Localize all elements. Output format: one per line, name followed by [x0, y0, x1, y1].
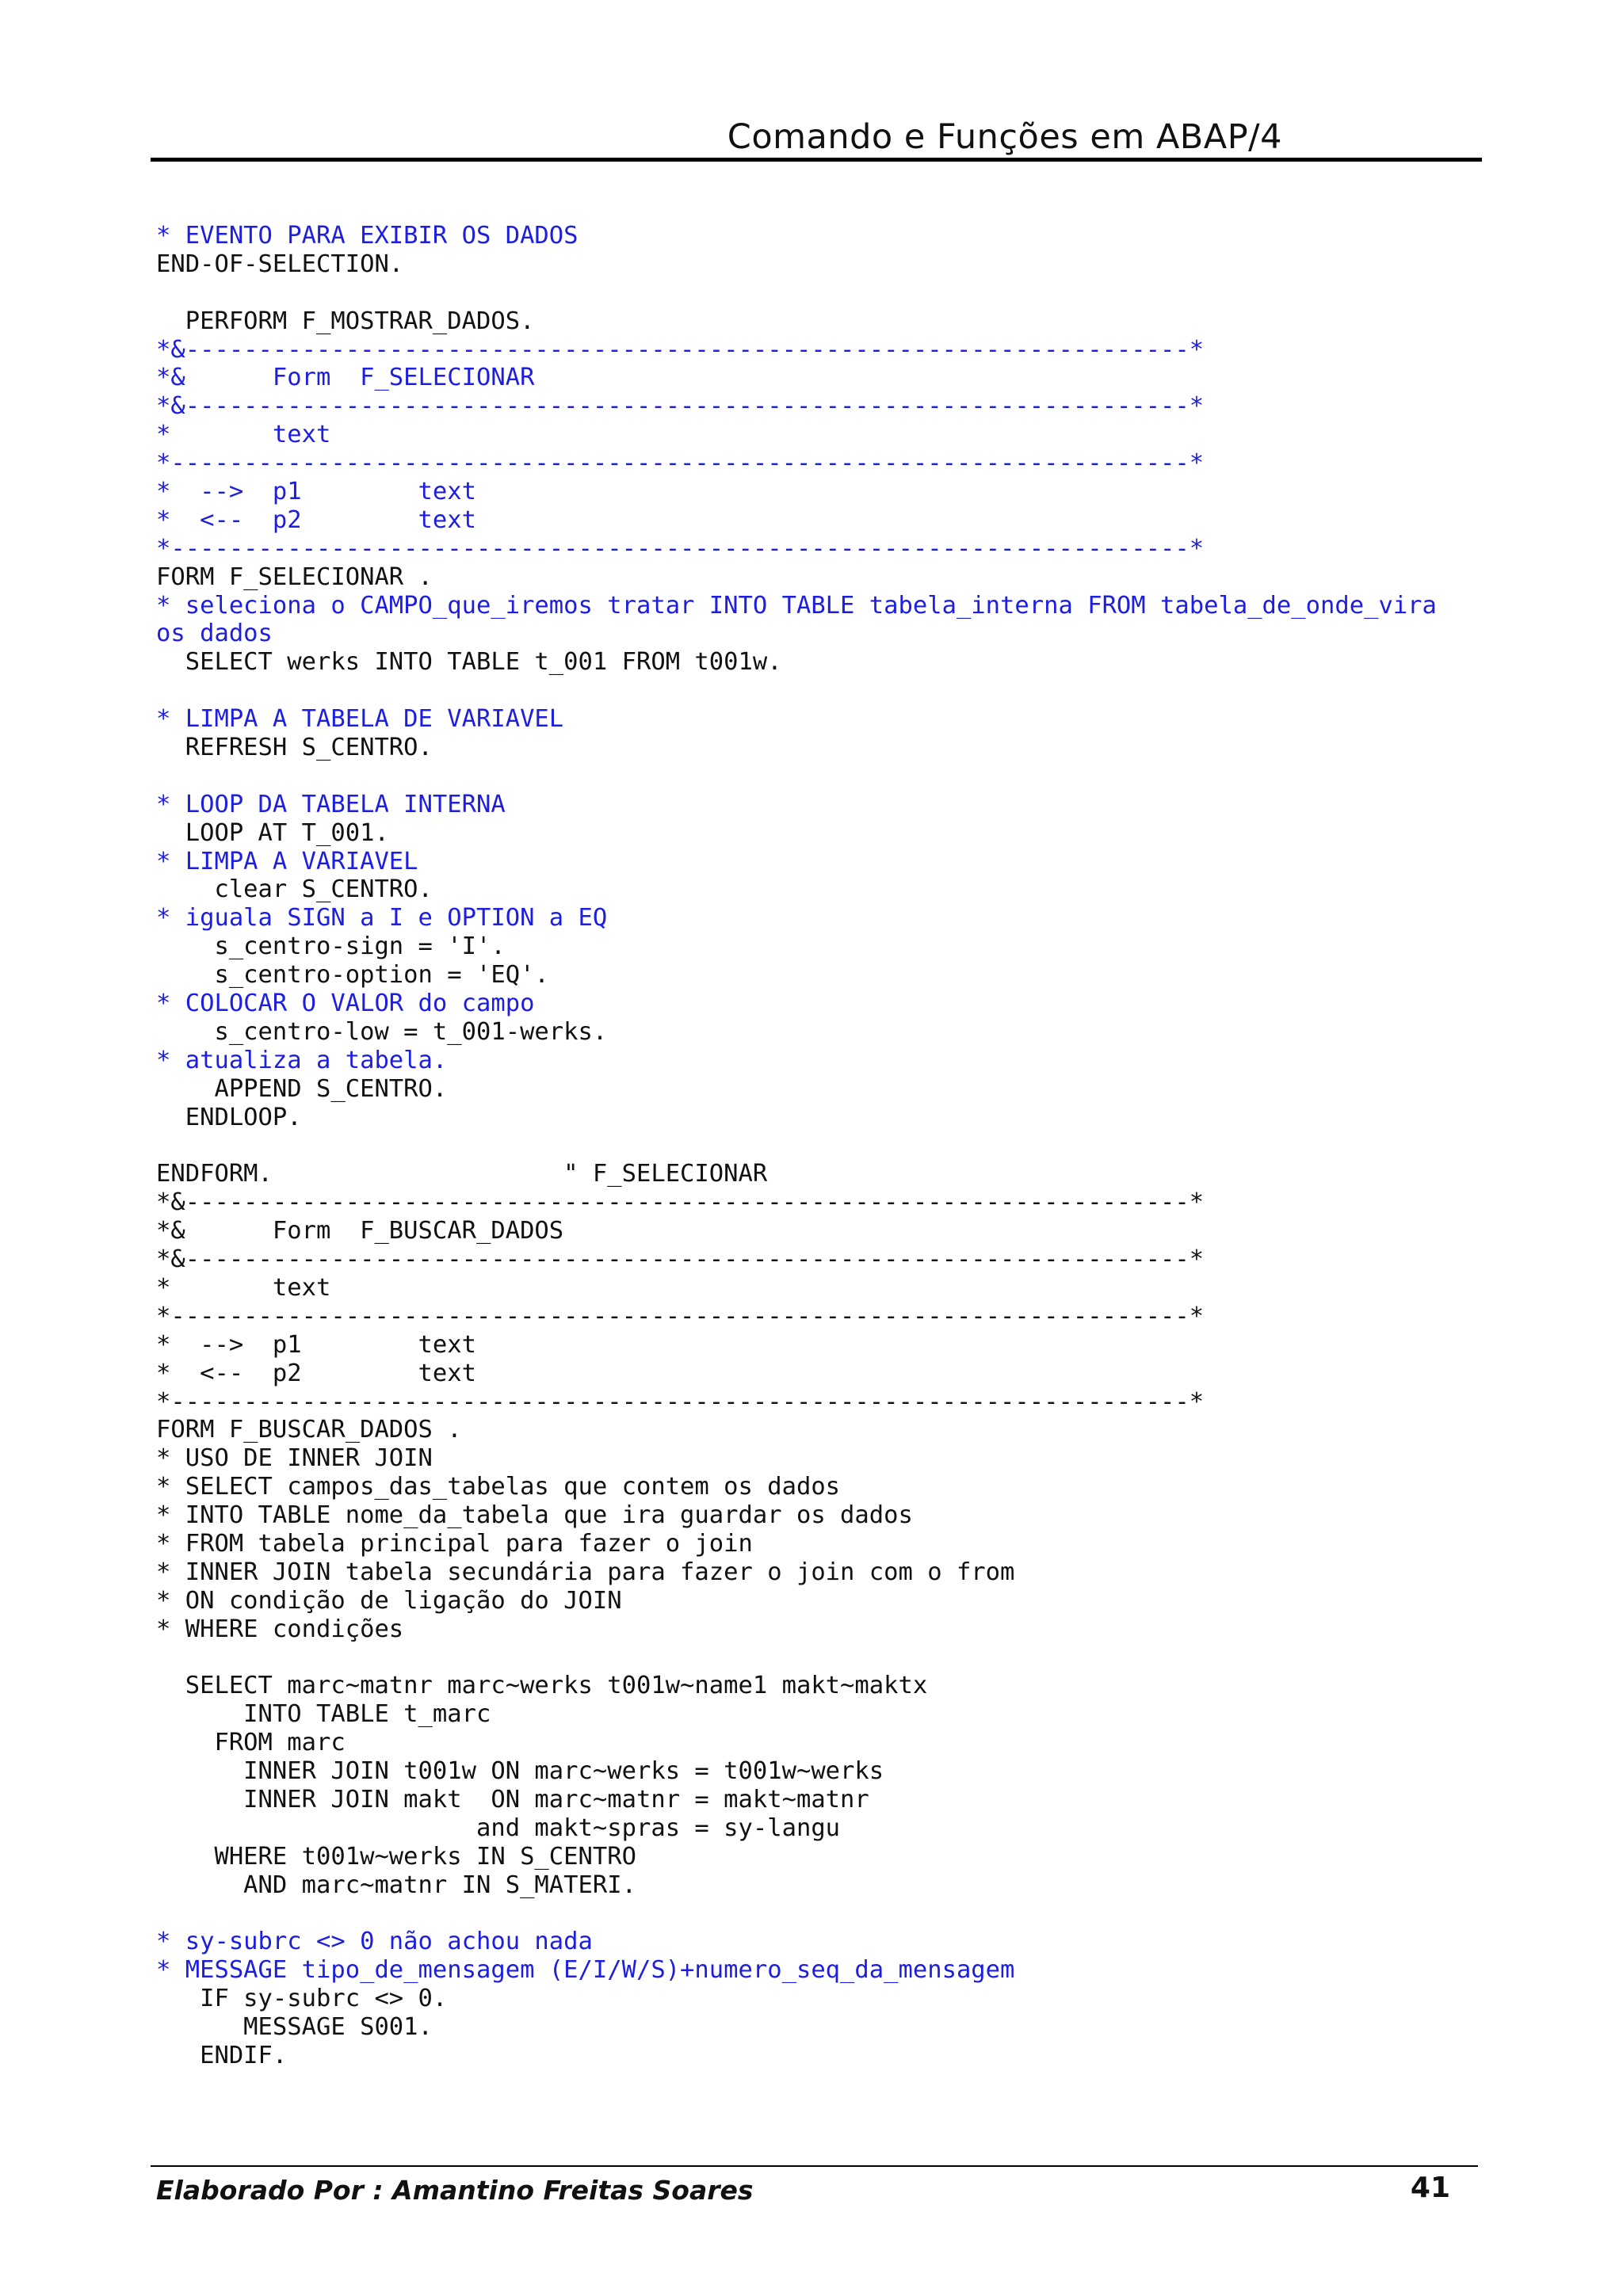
- code-comment-line: *----------------------------------------------------------------------*: [156, 534, 1205, 563]
- code-line: MESSAGE S001.: [156, 2013, 433, 2042]
- code-block: [156, 222, 1487, 2070]
- code-comment-line: * MESSAGE tipo_de_mensagem (E/I/W/S)+numero_seq_da_mensagem: [156, 1956, 1015, 1985]
- code-comment-line: * <-- p2 text: [156, 505, 476, 534]
- footer-author: Elaborado Por : Amantino Freitas Soares: [156, 2175, 754, 2206]
- header-divider: [151, 158, 1482, 162]
- code-line: ENDFORM. " F_SELECIONAR: [156, 1160, 768, 1188]
- code-line: *----------------------------------------------------------------------*: [156, 1387, 1205, 1416]
- code-line: [156, 279, 1487, 307]
- code-line: *----------------------------------------------------------------------*: [156, 1302, 1205, 1330]
- code-comment-line: * EVENTO PARA EXIBIR OS DADOS: [156, 222, 579, 250]
- code-line: *&---------------------------------------------------------------------*: [156, 1245, 1205, 1274]
- code-line: APPEND S_CENTRO.: [156, 1074, 448, 1103]
- code-line: LOOP AT T_001.: [156, 818, 389, 847]
- code-line: [156, 677, 1487, 705]
- code-line: AND marc~matnr IN S_MATERI.: [156, 1871, 636, 1899]
- code-line: and makt~spras = sy-langu: [156, 1814, 841, 1842]
- code-line: * FROM tabela principal para fazer o join: [156, 1529, 753, 1558]
- code-line: INNER JOIN t001w ON marc~werks = t001w~werks: [156, 1757, 884, 1786]
- code-comment-line: * text: [156, 421, 331, 449]
- code-line: SELECT marc~matnr marc~werks t001w~name1 makt~maktx: [156, 1672, 928, 1700]
- code-comment-line: * LIMPA A VARIAVEL: [156, 847, 418, 875]
- code-comment-line: * LOOP DA TABELA INTERNA: [156, 790, 506, 818]
- code-line: END-OF-SELECTION.: [156, 250, 404, 278]
- code-comment-line: * --> p1 text: [156, 478, 476, 506]
- code-line: FORM F_SELECIONAR .: [156, 563, 433, 591]
- code-comment-line: *&---------------------------------------------------------------------*: [156, 335, 1205, 364]
- code-comment-line: *----------------------------------------------------------------------*: [156, 449, 1205, 478]
- code-comment-line: * LIMPA A TABELA DE VARIAVEL: [156, 705, 564, 734]
- code-line: s_centro-option = 'EQ'.: [156, 961, 549, 990]
- code-line: * INNER JOIN tabela secundária para fazer o join com o from: [156, 1558, 1015, 1586]
- code-comment-line: * atualiza a tabela.: [156, 1046, 448, 1074]
- footer-divider: [151, 2165, 1478, 2167]
- code-line: * <-- p2 text: [156, 1359, 476, 1387]
- code-line: REFRESH S_CENTRO.: [156, 734, 433, 762]
- code-line: FROM marc: [156, 1729, 346, 1757]
- code-line: INTO TABLE t_marc: [156, 1700, 491, 1729]
- code-line: s_centro-low = t_001-werks.: [156, 1017, 608, 1046]
- code-line: PERFORM F_MOSTRAR_DADOS.: [156, 307, 535, 335]
- code-line: WHERE t001w~werks IN S_CENTRO: [156, 1842, 636, 1871]
- code-line: [156, 1132, 1487, 1161]
- code-line: [156, 1644, 1487, 1672]
- code-line: *& Form F_BUSCAR_DADOS: [156, 1217, 564, 1245]
- code-line: SELECT werks INTO TABLE t_001 FROM t001w.: [156, 648, 782, 677]
- code-line: s_centro-sign = 'I'.: [156, 933, 506, 961]
- code-comment-line: * COLOCAR O VALOR do campo: [156, 990, 535, 1018]
- code-comment-line: *& Form F_SELECIONAR: [156, 364, 535, 392]
- page-number: 41: [1410, 2172, 1450, 2204]
- code-line: * USO DE INNER JOIN: [156, 1444, 433, 1473]
- code-comment-line: *&---------------------------------------------------------------------*: [156, 392, 1205, 421]
- code-line: * text: [156, 1273, 331, 1302]
- code-line: INNER JOIN makt ON marc~matnr = makt~matnr: [156, 1785, 869, 1814]
- code-comment-line: * seleciona o CAMPO_que_iremos tratar INTO TABLE tabela_interna FROM tabela_de_onde_vira: [156, 591, 1437, 620]
- code-line: FORM F_BUSCAR_DADOS .: [156, 1416, 462, 1444]
- code-line: * ON condição de ligação do JOIN: [156, 1586, 622, 1615]
- code-line: clear S_CENTRO.: [156, 875, 433, 904]
- code-line: *&---------------------------------------------------------------------*: [156, 1188, 1205, 1217]
- code-comment-line: * iguala SIGN a I e OPTION a EQ: [156, 904, 608, 933]
- code-line: ENDLOOP.: [156, 1103, 302, 1131]
- code-line: * SELECT campos_das_tabelas que contem os dados: [156, 1473, 841, 1501]
- code-line: * WHERE condições: [156, 1615, 404, 1643]
- code-line: ENDIF.: [156, 2042, 288, 2069]
- code-line: IF sy-subrc <> 0.: [156, 1985, 448, 2013]
- code-line: * --> p1 text: [156, 1330, 476, 1359]
- page-header-title: Comando e Funções em ABAP/4: [727, 117, 1282, 157]
- code-line: [156, 762, 1487, 791]
- code-comment-line: os dados: [156, 620, 273, 648]
- code-comment-line: * sy-subrc <> 0 não achou nada: [156, 1928, 593, 1956]
- code-line: * INTO TABLE nome_da_tabela que ira guardar os dados: [156, 1501, 913, 1530]
- code-line: [156, 1900, 1487, 1928]
